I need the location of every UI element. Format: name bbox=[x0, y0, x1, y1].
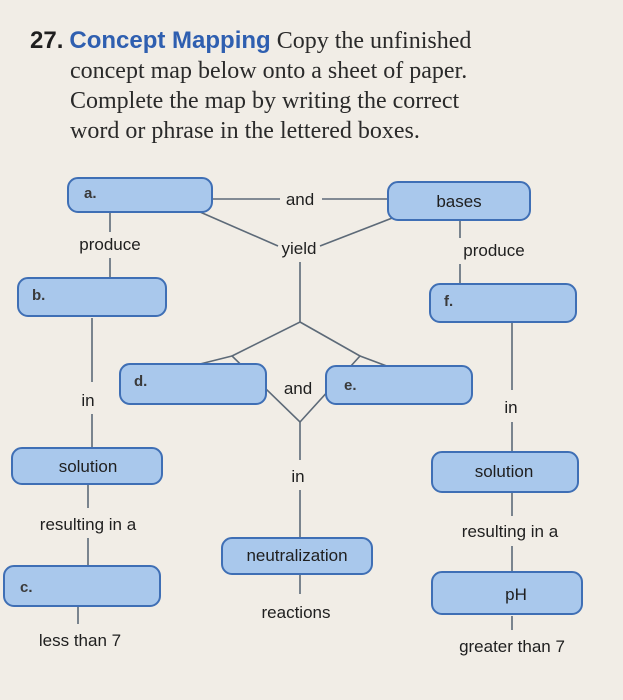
box-ph-label: pH bbox=[505, 585, 527, 604]
box-bases-label: bases bbox=[436, 192, 482, 211]
question-number: 27. bbox=[30, 27, 64, 54]
question-line-4: word or phrase in the lettered boxes. bbox=[70, 118, 420, 144]
line-a-yield bbox=[200, 212, 278, 246]
box-c-letter: c. bbox=[20, 579, 33, 596]
box-a-letter: a. bbox=[84, 185, 97, 202]
box-solution-right-label: solution bbox=[474, 462, 534, 481]
link-in-center: in bbox=[291, 467, 305, 486]
link-in-right: in bbox=[504, 398, 518, 417]
box-e-letter: e. bbox=[344, 377, 357, 394]
link-resulting-right: resulting in a bbox=[461, 522, 559, 541]
link-in-left: in bbox=[81, 391, 95, 410]
line-bases-yield bbox=[320, 215, 400, 246]
question-line-3: Complete the map by writing the correct bbox=[70, 88, 460, 114]
link-resulting-left: resulting in a bbox=[39, 515, 137, 534]
box-solution-left-label: solution bbox=[58, 457, 118, 476]
question-line-2: concept map below onto a sheet of paper. bbox=[70, 58, 468, 84]
link-and-mid: and bbox=[283, 379, 313, 398]
question-line-1: Copy the unfinished bbox=[276, 28, 472, 54]
box-f-letter: f. bbox=[444, 293, 454, 310]
link-less-than: less than 7 bbox=[38, 631, 122, 650]
box-b-letter: b. bbox=[32, 287, 46, 304]
question-title: Concept Mapping bbox=[69, 27, 271, 54]
link-produce-right: produce bbox=[463, 241, 525, 260]
link-greater-than: greater than 7 bbox=[459, 637, 565, 656]
box-d-letter: d. bbox=[134, 373, 148, 390]
box-neutralization-label: neutralization bbox=[246, 546, 348, 565]
link-and-top: and bbox=[285, 190, 315, 209]
link-yield: yield bbox=[281, 239, 317, 258]
link-produce-left: produce bbox=[79, 235, 141, 254]
link-reactions: reactions bbox=[261, 603, 331, 622]
